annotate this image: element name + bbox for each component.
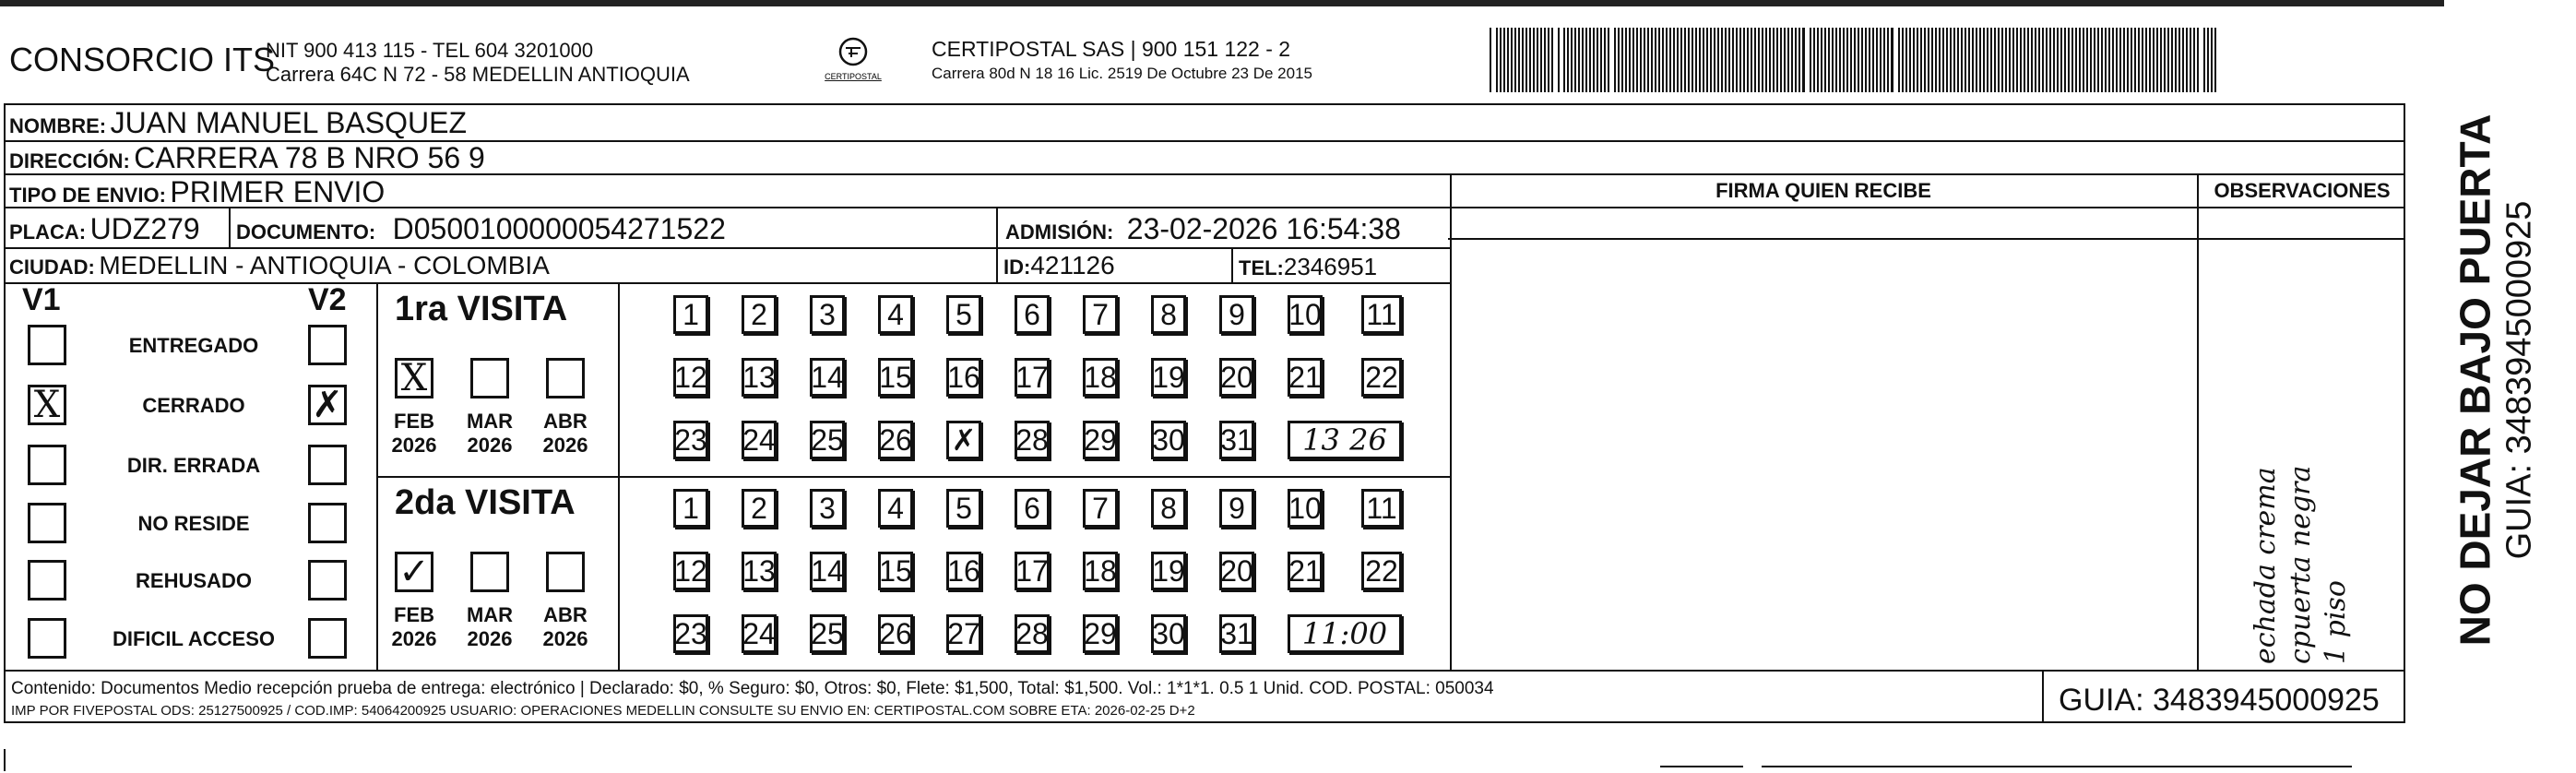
month-year: 2026 <box>391 627 437 650</box>
month-checkbox[interactable] <box>470 552 509 592</box>
day-box[interactable]: 1 <box>673 489 708 528</box>
day-box[interactable]: 9 <box>1219 489 1254 528</box>
placa-value: UDZ279 <box>89 212 200 245</box>
placa-label: PLACA: <box>9 220 87 244</box>
nombre-value: JUAN MANUEL BASQUEZ <box>110 106 467 139</box>
tipo-value: PRIMER ENVIO <box>170 175 386 208</box>
v1-checkbox[interactable] <box>28 618 66 659</box>
day-box[interactable]: 27 <box>946 614 981 653</box>
day-box[interactable]: 23 <box>673 614 708 653</box>
v2-header: V2 <box>308 282 347 317</box>
day-box[interactable]: 19 <box>1151 358 1186 397</box>
v2-mark <box>311 327 344 363</box>
v1-mark <box>30 327 64 363</box>
day-box[interactable]: 2 <box>742 295 777 334</box>
v1-checkbox[interactable] <box>28 503 66 543</box>
admision-field <box>1005 212 1401 246</box>
day-box[interactable]: 13 <box>742 552 777 590</box>
v2-checkbox[interactable] <box>308 618 347 659</box>
carrier-line: CERTIPOSTAL SAS | 900 151 122 - 2 <box>932 37 1291 61</box>
footer-content: Contenido: Documentos Medio recepción prueba de entrega: electrónico | Declarado: $0, % Seguro: $0, Otros: $0, Flete: $1,500, Total: $1,500. Vol.: 1*1*1. 0.5 1 Unid. COD. POSTAL: 050034 <box>11 679 1494 698</box>
v1-checkbox[interactable] <box>28 560 66 601</box>
ciudad-label: CIUDAD: <box>9 256 95 279</box>
day-box[interactable]: 6 <box>1015 489 1050 528</box>
day-box[interactable]: 28 <box>1015 421 1050 459</box>
nit-line: NIT 900 413 115 - TEL 604 3201000 <box>266 39 594 62</box>
day-box[interactable]: 11 <box>1361 295 1402 334</box>
day-box[interactable]: 31 <box>1219 614 1254 653</box>
direccion-value: CARRERA 78 B NRO 56 9 <box>134 141 485 174</box>
side-notice-text: NO DEJAR BAJO PUERTA <box>2451 113 2499 647</box>
documento-field <box>236 212 726 246</box>
status-label: REHUSADO <box>136 569 252 592</box>
v1-checkbox[interactable] <box>28 445 66 485</box>
tel-field <box>1239 253 1377 281</box>
v2-mark <box>311 621 344 656</box>
month-year: 2026 <box>467 627 513 650</box>
footer-guia: GUIA: 3483945000925 <box>2059 683 2380 718</box>
documento-label: DOCUMENTO: <box>236 220 376 244</box>
status-label: NO RESIDE <box>137 512 250 535</box>
v2-checkbox[interactable] <box>308 503 347 543</box>
admision-label: ADMISIÓN: <box>1005 220 1114 244</box>
day-box[interactable]: 12 <box>673 358 708 397</box>
day-box[interactable]: 24 <box>742 421 777 459</box>
v2-mark <box>311 505 344 541</box>
v1-mark <box>30 505 64 541</box>
day-box[interactable]: 10 <box>1288 295 1323 334</box>
barcode <box>1490 28 2218 92</box>
month-year: 2026 <box>391 434 437 457</box>
tel-value: 2346951 <box>1283 253 1378 280</box>
v2-mark <box>311 447 344 482</box>
top-border <box>0 0 2444 6</box>
tipo-row <box>9 175 385 209</box>
day-box[interactable]: 16 <box>946 358 981 397</box>
day-box[interactable]: 16 <box>946 552 981 590</box>
status-label: CERRADO <box>142 394 245 417</box>
footer-imp: IMP POR FIVEPOSTAL ODS: 25127500925 / COD.IMP: 54064200925 USUARIO: OPERACIONES MEDELLIN CONSULTE SU ENVIO EN: CERTIPOSTAL.COM SOBRE ETA: 2026-02-25 D+2 <box>11 703 1195 719</box>
obs-line-2: cpuerta negra <box>2285 465 2317 664</box>
month-label <box>382 410 446 458</box>
day-box[interactable]: 17 <box>1015 552 1050 590</box>
month-mark: X <box>400 357 428 399</box>
day-box[interactable]: 24 <box>742 614 777 653</box>
logo-caption: CERTIPOSTAL <box>825 72 882 81</box>
v1-mark <box>30 447 64 482</box>
month-label <box>533 410 598 458</box>
admision-value: 23-02-2026 16:54:38 <box>1126 212 1401 245</box>
visit-title: 2da VISITA <box>395 483 576 522</box>
id-value: 421126 <box>1030 251 1115 279</box>
day-box[interactable]: 2 <box>742 489 777 528</box>
day-box[interactable]: 25 <box>810 421 845 459</box>
month-label <box>533 603 598 651</box>
month-name: MAR <box>466 603 514 626</box>
month-year: 2026 <box>467 434 513 457</box>
day-box[interactable]: 10 <box>1288 489 1323 528</box>
ciudad-value: MEDELLIN - ANTIOQUIA - COLOMBIA <box>99 251 550 279</box>
month-mark <box>473 554 506 589</box>
day-box[interactable]: 26 <box>878 421 913 459</box>
month-year: 2026 <box>542 434 588 457</box>
v2-checkbox[interactable] <box>308 385 347 425</box>
id-field <box>1003 251 1115 280</box>
day-box[interactable]: 14 <box>810 552 845 590</box>
direccion-row <box>9 141 485 175</box>
day-box[interactable]: 30 <box>1151 614 1186 653</box>
nombre-row <box>9 106 467 140</box>
day-box[interactable]: 4 <box>878 489 913 528</box>
month-checkbox[interactable] <box>546 552 585 592</box>
day-box[interactable]: 23 <box>673 421 708 459</box>
month-name: FEB <box>394 410 434 433</box>
v2-checkbox[interactable] <box>308 325 347 365</box>
day-box[interactable]: 29 <box>1083 614 1118 653</box>
month-checkbox[interactable] <box>470 358 509 398</box>
month-mark: ✓ <box>398 551 430 593</box>
v1-header: V1 <box>22 282 61 317</box>
day-box[interactable]: 21 <box>1288 358 1323 397</box>
day-box[interactable]: 7 <box>1083 489 1118 528</box>
day-box[interactable]: 15 <box>878 358 913 397</box>
day-box[interactable]: 20 <box>1219 552 1254 590</box>
direccion-label: DIRECCIÓN: <box>9 149 130 172</box>
id-label: ID: <box>1003 256 1031 279</box>
v2-checkbox[interactable] <box>308 560 347 601</box>
tel-label: TEL: <box>1239 256 1284 279</box>
status-label: DIFICIL ACCESO <box>112 627 275 650</box>
v2-mark <box>311 563 344 598</box>
month-checkbox[interactable] <box>546 358 585 398</box>
v1-checkbox[interactable] <box>28 385 66 425</box>
firma-header: FIRMA QUIEN RECIBE <box>1715 179 1931 202</box>
day-box[interactable]: 12 <box>673 552 708 590</box>
day-box[interactable]: 19 <box>1151 552 1186 590</box>
day-box[interactable]: 28 <box>1015 614 1050 653</box>
status-label: ENTREGADO <box>128 334 259 357</box>
observaciones-notes <box>2204 277 2398 664</box>
day-box[interactable]: 25 <box>810 614 845 653</box>
day-box[interactable]: 31 <box>1219 421 1254 459</box>
day-box[interactable]: 17 <box>1015 358 1050 397</box>
day-box[interactable]: 3 <box>810 489 845 528</box>
v2-mark: ✗ <box>312 384 343 426</box>
day-box[interactable]: 5 <box>946 295 981 334</box>
company-address: Carrera 64C N 72 - 58 MEDELLIN ANTIOQUIA <box>266 63 690 86</box>
v1-mark: X <box>33 384 61 426</box>
month-year: 2026 <box>542 627 588 650</box>
day-box[interactable]: 9 <box>1219 295 1254 334</box>
day-box[interactable]: 14 <box>810 358 845 397</box>
day-box[interactable]: 18 <box>1083 552 1118 590</box>
day-box[interactable]: 8 <box>1151 489 1186 528</box>
day-box[interactable]: 15 <box>878 552 913 590</box>
nombre-label: NOMBRE: <box>9 114 107 137</box>
carrier-address: Carrera 80d N 18 16 Lic. 2519 De Octubre 23 De 2015 <box>932 65 1312 82</box>
day-box[interactable]: 6 <box>1015 295 1050 334</box>
tipo-label: TIPO DE ENVIO: <box>9 184 166 207</box>
month-label <box>457 603 522 651</box>
placa-field <box>9 212 200 246</box>
day-box[interactable]: 11 <box>1361 489 1402 528</box>
day-box[interactable]: ✗ <box>946 421 981 459</box>
day-box[interactable]: 26 <box>878 614 913 653</box>
v2-checkbox[interactable] <box>308 445 347 485</box>
month-checkbox[interactable] <box>395 358 433 398</box>
day-box[interactable]: 22 <box>1361 552 1402 590</box>
month-mark <box>549 554 582 589</box>
day-box[interactable]: 13 <box>742 358 777 397</box>
side-notice <box>2416 103 2573 657</box>
v1-checkbox[interactable] <box>28 325 66 365</box>
obs-line-1: echada crema <box>2250 467 2282 664</box>
day-box[interactable]: 18 <box>1083 358 1118 397</box>
day-box[interactable]: 20 <box>1219 358 1254 397</box>
day-box[interactable]: 1 <box>673 295 708 334</box>
month-mark <box>473 361 506 396</box>
v1-mark <box>30 621 64 656</box>
month-name: ABR <box>543 603 588 626</box>
status-label: DIR. ERRADA <box>126 454 261 477</box>
visit-title: 1ra VISITA <box>395 290 568 328</box>
ciudad-field <box>9 251 550 280</box>
day-box[interactable]: 4 <box>878 295 913 334</box>
company-name: CONSORCIO ITS <box>9 41 276 78</box>
visit-time[interactable]: 13 26 <box>1288 421 1402 459</box>
v1-mark <box>30 563 64 598</box>
day-box[interactable]: 7 <box>1083 295 1118 334</box>
month-checkbox[interactable] <box>395 552 433 592</box>
obs-line-3: 1 piso <box>2320 580 2352 664</box>
day-box[interactable]: 30 <box>1151 421 1186 459</box>
day-box[interactable]: 21 <box>1288 552 1323 590</box>
certipostal-logo <box>812 35 895 90</box>
visit-time[interactable]: 11:00 <box>1288 614 1402 653</box>
month-name: MAR <box>466 410 514 433</box>
month-label <box>457 410 522 458</box>
day-box[interactable]: 22 <box>1361 358 1402 397</box>
side-guia: GUIA: 3483945000925 <box>2499 200 2539 560</box>
documento-value: D0500100000054271522 <box>392 212 726 245</box>
day-box[interactable]: 3 <box>810 295 845 334</box>
month-mark <box>549 361 582 396</box>
observaciones-header: OBSERVACIONES <box>2214 179 2391 202</box>
month-name: ABR <box>543 410 588 433</box>
day-box[interactable]: 8 <box>1151 295 1186 334</box>
day-box[interactable]: 29 <box>1083 421 1118 459</box>
month-label <box>382 603 446 651</box>
month-name: FEB <box>394 603 434 626</box>
day-box[interactable]: 5 <box>946 489 981 528</box>
